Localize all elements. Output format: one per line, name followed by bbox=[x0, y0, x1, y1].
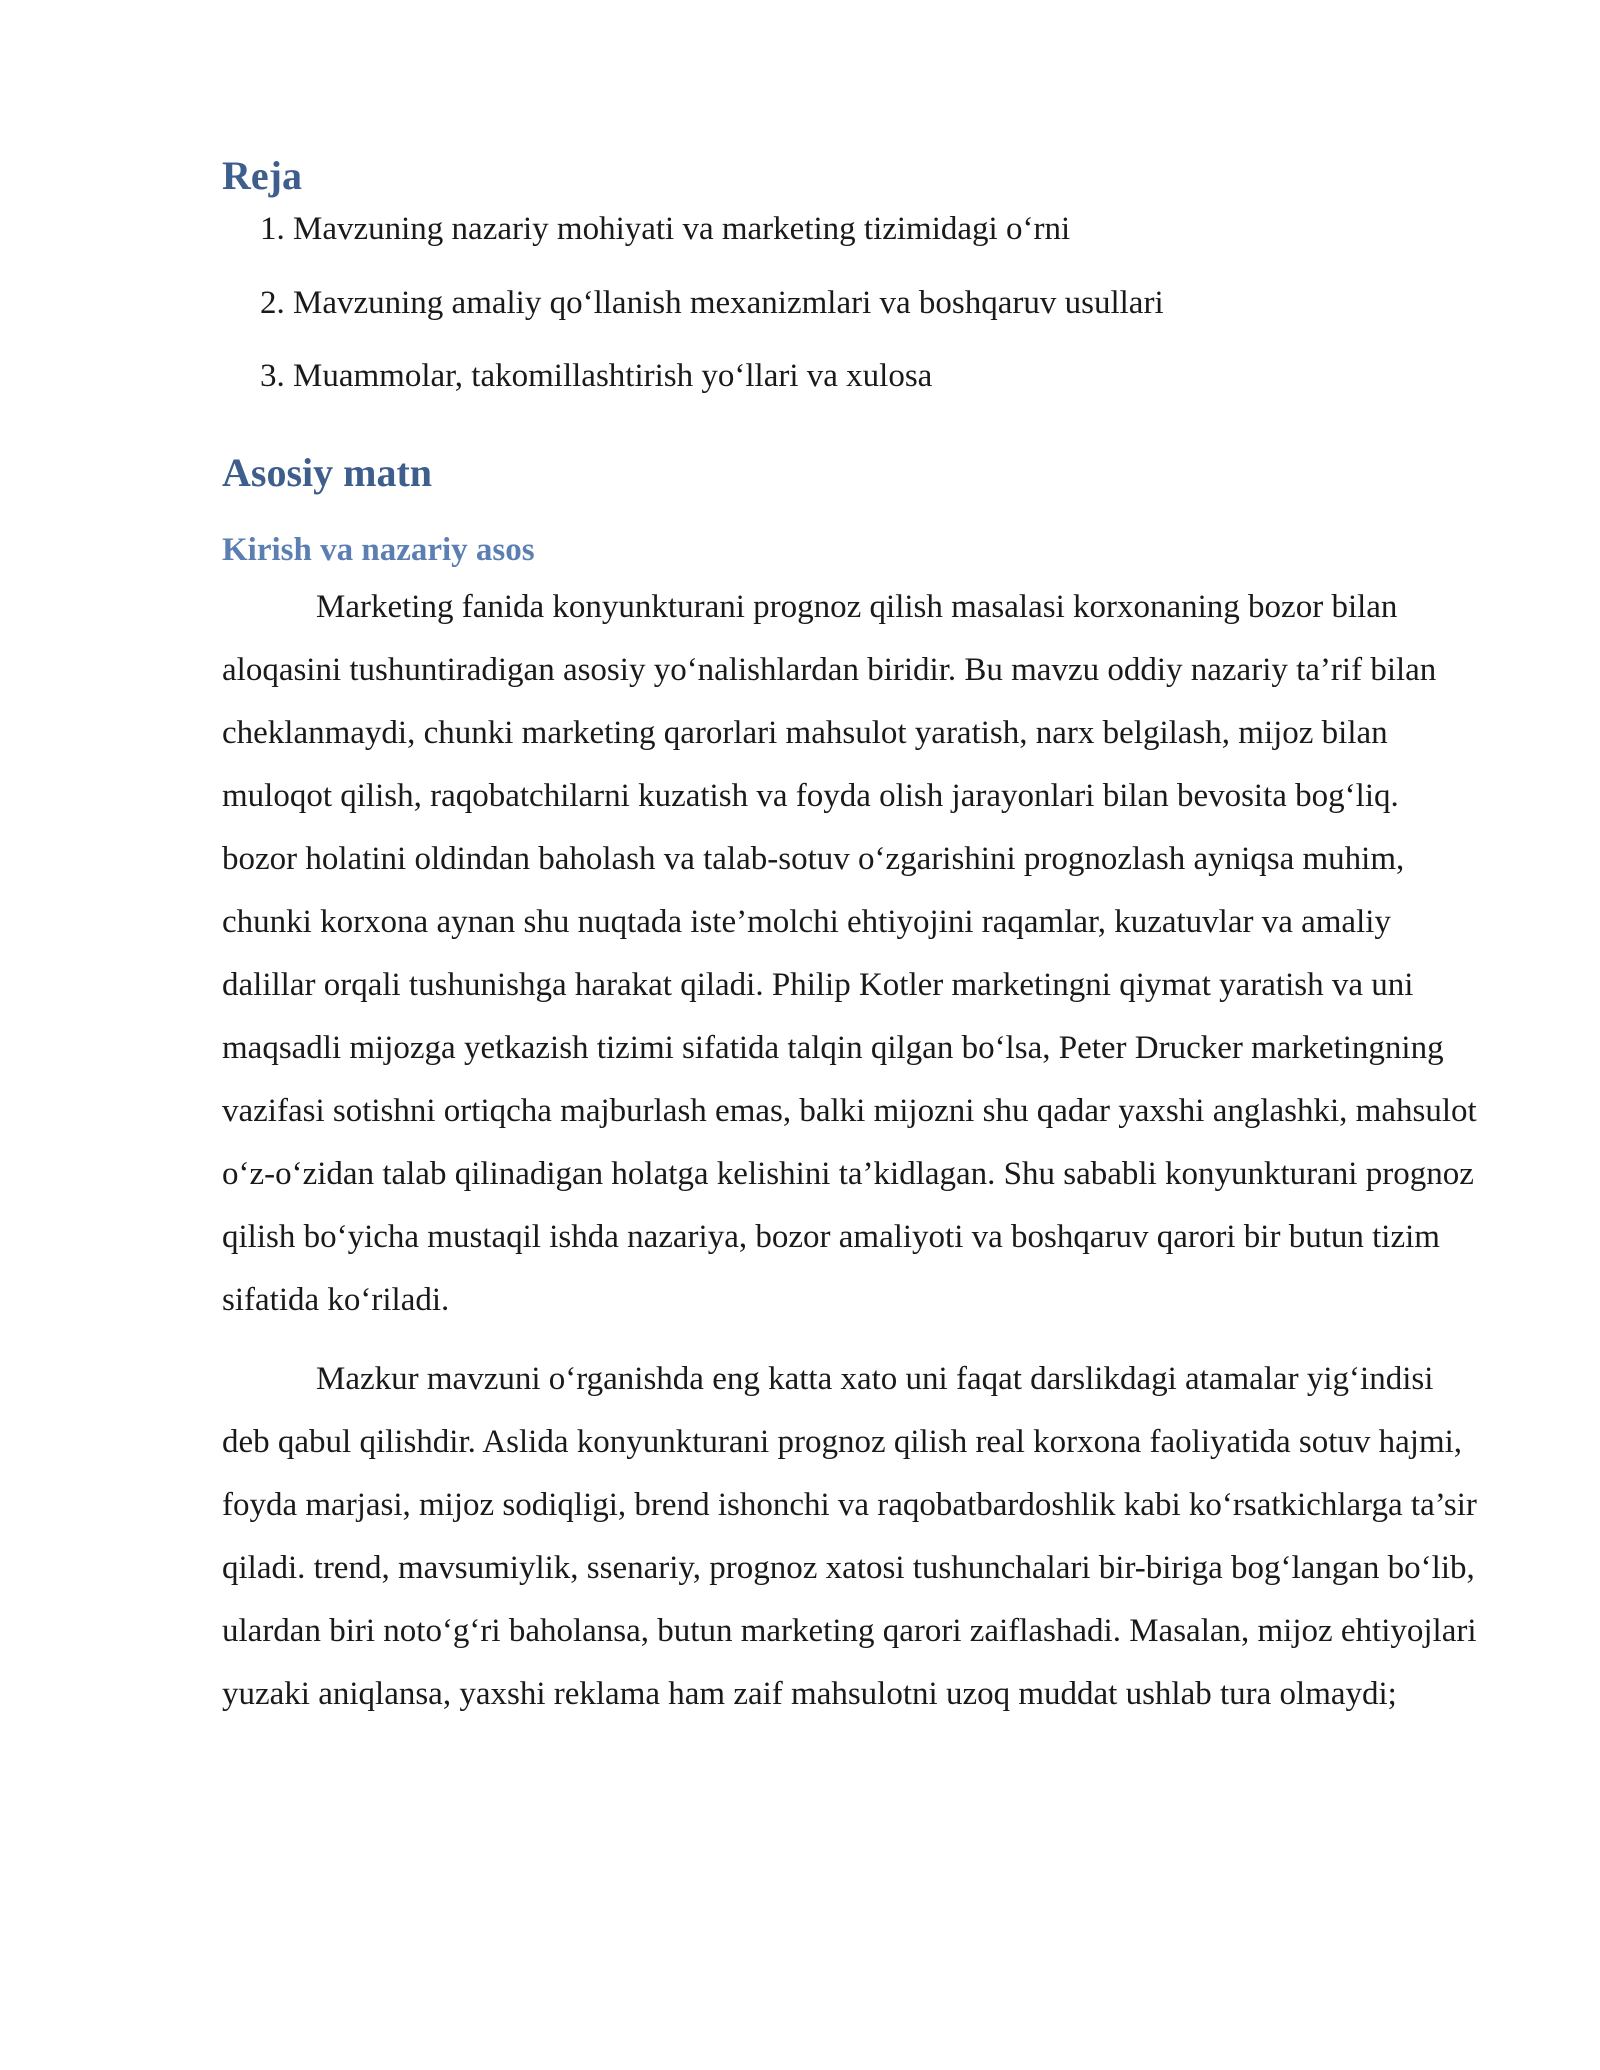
plan-item: 2. Mavzuning amaliy qo‘llanish mexanizmlari va boshqaruv usullari bbox=[260, 284, 1164, 321]
plan-item: 1. Mavzuning nazariy mohiyati va marketing tizimidagi o‘rni bbox=[260, 211, 1071, 247]
plan-list bbox=[222, 210, 1482, 397]
section-subheading: Kirish va nazariy asos bbox=[222, 531, 535, 568]
body-paragraph: Mazkur mavzuni o‘rganishda eng katta xato uni faqat darslikdagi atamalar yig‘indisi deb qabul qilishdir. Aslida konyunkturani prognoz qilish real korxona faoliyatida sotuv hajmi, foyda marjasi, mijoz sodiqligi, brend ishonchi va raqobatbardoshlik kabi ko‘rsatkichlarga ta’sir qiladi. trend, mavsumiylik, ssenariy, prognoz xatosi tushunchalari bir-biriga bog‘langan bo‘lib, ulardan biri noto‘g‘ri baholansa, butun marketing qarori zaiflashadi. Masalan, mijoz ehtiyojlari yuzaki aniqlansa, yaxshi reklama ham zaif mahsulotni uzoq muddat ushlab tura olmaydi; bbox=[222, 1361, 1477, 1713]
page-content bbox=[222, 140, 1482, 1726]
body-paragraph: Marketing fanida konyunkturani prognoz qilish masalasi korxonaning bozor bilan aloqasini tushuntiradigan asosiy yo‘nalishlardan biridir. Bu mavzu oddiy nazariy ta’rif bilan cheklanmaydi, chunki marketing qarorlari mahsulot yaratish, narx belgilash, mijoz bilan muloqot qilish, raqobatchilarni kuzatish va foyda olish jarayonlari bilan bevosita bog‘liq. bozor holatini oldindan baholash va talab-sotuv o‘zgarishini prognozlash ayniqsa muhim, chunki korxona aynan shu nuqtada iste’molchi ehtiyojini raqamlar, kuzatuvlar va amaliy dalillar orqali tushunishga harakat qiladi. Philip Kotler marketingni qiymat yaratish va uni maqsadli mijozga yetkazish tizimi sifatida talqin qilgan bo‘lsa, Peter Drucker marketingning vazifasi sotishni ortiqcha majburlash emas, balki mijozni shu qadar yaxshi anglashki, mahsulot o‘z-o‘zidan talab qilinadigan holatga kelishini ta’kidlagan. Shu sababli konyunkturani prognoz qilish bo‘yicha mustaqil ishda nazariya, bozor amaliyoti va boshqaruv qarori bir butun tizim sifatida ko‘riladi. bbox=[222, 589, 1477, 1319]
plan-item: 3. Muammolar, takomillashtirish yo‘llari va xulosa bbox=[260, 358, 933, 395]
plan-heading: Reja bbox=[222, 153, 302, 198]
main-heading: Asosiy matn bbox=[222, 449, 433, 495]
